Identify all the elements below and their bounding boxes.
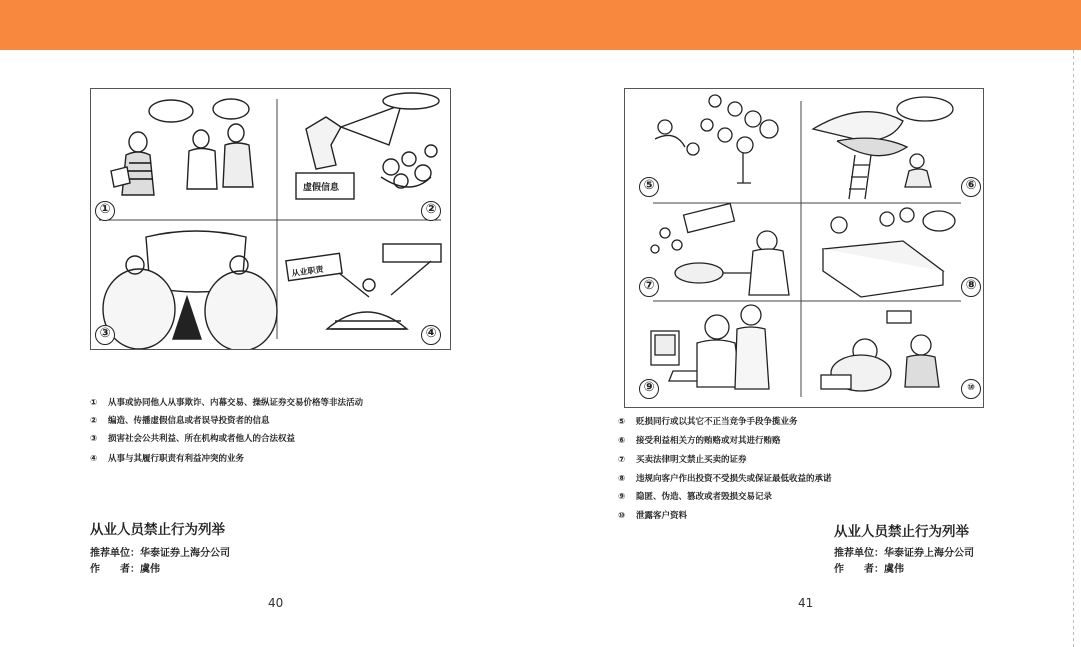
page-number-right: 41 — [798, 596, 814, 610]
panel-number-2: ② — [421, 201, 441, 221]
caption-num: ⑩ — [618, 511, 626, 521]
caption-4 — [90, 452, 244, 466]
caption-num: ⑦ — [618, 455, 626, 465]
caption-text: 买卖法律明文禁止买卖的证券 — [636, 455, 747, 465]
caption-3 — [90, 432, 295, 446]
caption-num: ⑨ — [618, 492, 626, 502]
left-author: 作 者：虞伟 — [90, 564, 160, 575]
page-spine — [1073, 50, 1074, 647]
caption-text: 贬损同行或以其它不正当竞争手段争揽业务 — [636, 417, 798, 427]
right-title: 从业人员禁止行为列举 — [834, 524, 969, 540]
caption-num: ⑧ — [618, 474, 626, 484]
panel-number-5: ⑤ — [639, 177, 659, 197]
caption-num: ② — [90, 416, 98, 426]
caption-9 — [618, 490, 772, 504]
caption-7 — [618, 453, 747, 467]
caption-10 — [618, 509, 687, 523]
panel-number-6: ⑥ — [961, 177, 981, 197]
caption-num: ① — [90, 398, 98, 408]
caption-num: ⑤ — [618, 417, 626, 427]
right-cartoon-art — [625, 89, 983, 407]
left-illustration — [90, 88, 451, 350]
panel-number-4: ④ — [421, 325, 441, 345]
right-recommender: 推荐单位：华泰证券上海分公司 — [834, 548, 974, 559]
caption-8 — [618, 472, 832, 486]
caption-text: 违规向客户作出投资不受损失或保证最低收益的承诺 — [636, 474, 832, 484]
caption-1 — [90, 396, 363, 410]
duty-sign: 从业职责 — [291, 264, 325, 279]
caption-text: 从事或协同他人从事欺诈、内幕交易、操纵证券交易价格等非法活动 — [108, 398, 364, 408]
caption-text: 损害社会公共利益、所在机构或者他人的合法权益 — [108, 434, 296, 444]
caption-2 — [90, 414, 270, 428]
left-title: 从业人员禁止行为列举 — [90, 522, 225, 538]
right-author: 作 者：虞伟 — [834, 564, 904, 575]
page-number-left: 40 — [268, 596, 284, 610]
caption-text: 从事与其履行职责有利益冲突的业务 — [108, 454, 245, 464]
header-banner — [0, 0, 1081, 50]
panel-number-8: ⑧ — [961, 277, 981, 297]
caption-num: ④ — [90, 454, 98, 464]
panel-number-7: ⑦ — [639, 277, 659, 297]
right-illustration — [624, 88, 984, 408]
panel-number-10: ⑩ — [961, 379, 981, 399]
caption-6 — [618, 434, 781, 448]
fake-info-sign: 虚假信息 — [303, 183, 340, 193]
caption-text: 编造、传播虚假信息或者误导投资者的信息 — [108, 416, 270, 426]
panel-number-9: ⑨ — [639, 379, 659, 399]
left-cartoon-art — [91, 89, 450, 349]
panel-number-1: ① — [95, 201, 115, 221]
caption-text: 接受利益相关方的贿赂或对其进行贿赂 — [636, 436, 781, 446]
caption-num: ⑥ — [618, 436, 626, 446]
caption-text: 隐匿、伪造、篡改或者毁损交易记录 — [636, 492, 773, 502]
panel-number-3: ③ — [95, 325, 115, 345]
left-recommender: 推荐单位：华泰证券上海分公司 — [90, 548, 230, 559]
caption-text: 泄露客户资料 — [636, 511, 688, 521]
caption-5 — [618, 415, 798, 429]
caption-num: ③ — [90, 434, 98, 444]
